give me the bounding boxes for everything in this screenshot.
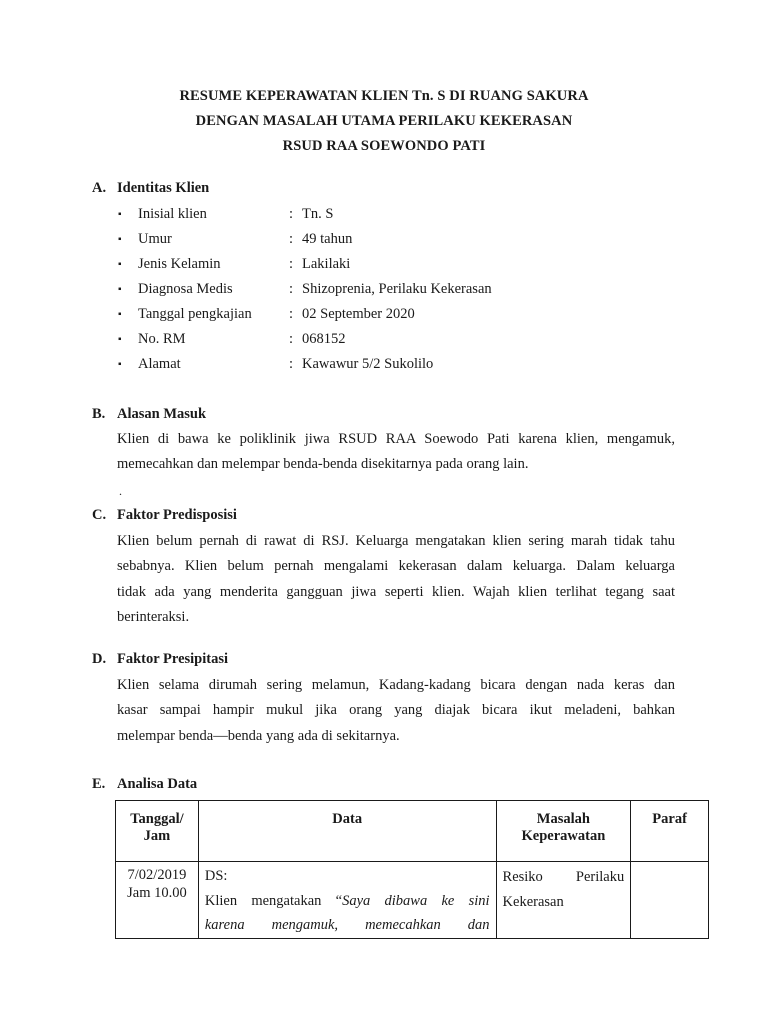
document-title-line-2: DENGAN MASALAH UTAMA PERILAKU KEKERASAN (195, 113, 573, 129)
identity-colon: : (289, 331, 294, 347)
header-tanggal-line2: Jam (143, 828, 171, 844)
cell-date: 7/02/2019 (127, 867, 187, 883)
section-b-label: B. (92, 406, 106, 422)
bullet-icon: ▪ (118, 359, 122, 370)
bullet-icon: ▪ (118, 209, 122, 220)
identity-value: 068152 (302, 331, 346, 347)
cell-tanggal (116, 862, 199, 939)
identity-colon: : (289, 281, 294, 297)
identity-key: Jenis Kelamin (138, 256, 221, 272)
bullet-icon: ▪ (118, 284, 122, 295)
identity-value: Tn. S (302, 206, 334, 222)
paragraph-line: melempar benda—benda yang ada di sekitarnya. (117, 727, 400, 744)
document-title-line-1: RESUME KEPERAWATAN KLIEN Tn. S DI RUANG SAKURA (179, 88, 589, 104)
header-masalah (496, 801, 631, 862)
identity-colon: : (289, 306, 294, 322)
paragraph-line: Klien selama dirumah sering melamun, Kadang-kadang bicara dengan nada keras dan (117, 677, 675, 693)
identity-value: 02 September 2020 (302, 306, 415, 322)
cell-data-prefix: Klien mengatakan “ (204, 892, 343, 909)
identity-row (0, 231, 768, 251)
section-c-paragraph (117, 529, 675, 630)
identity-colon: : (289, 206, 294, 222)
identity-row (0, 331, 768, 351)
cell-masalah-line1: Resiko Perilaku (502, 869, 625, 885)
paragraph-line: kasar sampai hampir mukul jika orang yang diajak bicara ikut meladeni, bahkan (117, 702, 675, 719)
section-c-heading (92, 507, 237, 524)
bullet-icon: ▪ (118, 234, 122, 245)
identity-row (0, 256, 768, 276)
analisa-data-table (115, 800, 709, 939)
bullet-icon: ▪ (118, 259, 122, 270)
identity-value: Lakilaki (302, 256, 351, 272)
section-e-title: Analisa Data (117, 776, 198, 792)
section-b-paragraph (117, 427, 675, 478)
stray-dot: . (119, 484, 122, 498)
header-masalah-line1: Masalah (536, 811, 590, 827)
cell-paraf (631, 862, 709, 939)
header-masalah-line2: Keperawatan (521, 828, 606, 844)
cell-data-quote-cont: karena mengamuk, memecahkan dan (204, 917, 490, 933)
section-d-title: Faktor Presipitasi (117, 651, 229, 667)
paragraph-line: Klien di bawa ke poliklinik jiwa RSUD RAA Soewodo Pati karena klien, mengamuk, (117, 431, 675, 447)
paragraph-line: sebabnya. Klien belum pernah mengalami kekerasan dalam keluarga. Dalam keluarga (117, 558, 675, 575)
paragraph-line: tidak ada yang menderita gangguan jiwa seperti klien. Wajah klien terlihat tegang saat (117, 583, 675, 600)
identity-row (0, 206, 768, 226)
cell-data-line2 (205, 913, 490, 938)
section-e-heading (92, 776, 197, 793)
identity-key: Diagnosa Medis (138, 281, 233, 297)
bullet-icon: ▪ (118, 334, 122, 345)
identity-row (0, 281, 768, 301)
cell-data-ds: DS: (204, 868, 228, 884)
identity-key: Umur (138, 231, 172, 247)
cell-masalah-line2: Kekerasan (502, 894, 564, 910)
paragraph-line: memecahkan dan melempar benda-benda disekitarnya pada orang lain. (117, 456, 529, 473)
section-d-label: D. (92, 651, 107, 667)
identity-key: Alamat (138, 356, 181, 372)
header-tanggal (116, 801, 199, 862)
bullet-icon: ▪ (118, 309, 122, 320)
identity-key: Inisial klien (138, 206, 207, 222)
identity-colon: : (289, 231, 294, 247)
header-data: Data (198, 801, 496, 862)
section-c-label: C. (92, 507, 107, 523)
section-d-paragraph (117, 673, 675, 749)
section-c-title: Faktor Predisposisi (117, 507, 237, 523)
identity-key: Tanggal pengkajian (138, 306, 252, 322)
cell-data-quote: Saya dibawa ke sini (342, 892, 490, 909)
section-b-title: Alasan Masuk (117, 406, 207, 422)
identity-colon: : (289, 256, 294, 272)
cell-time: Jam 10.00 (127, 885, 187, 901)
section-e-label: E. (92, 776, 106, 792)
identity-value: 49 tahun (302, 231, 353, 247)
section-b-heading (92, 406, 206, 423)
identity-value: Kawawur 5/2 Sukolilo (302, 356, 434, 372)
header-paraf: Paraf (631, 801, 709, 862)
identity-key: No. RM (138, 331, 186, 347)
section-a-label: A. (92, 180, 107, 196)
table-header-row (116, 801, 709, 862)
cell-masalah (496, 862, 631, 939)
document-title-line-3: RSUD RAA SOEWONDO PATI (282, 138, 486, 154)
section-d-heading (92, 651, 228, 668)
identity-row (0, 356, 768, 376)
identity-row (0, 306, 768, 326)
paragraph-line: Klien belum pernah di rawat di RSJ. Keluarga mengatakan klien sering marah tidak tahu (117, 533, 675, 549)
identity-value: Shizoprenia, Perilaku Kekerasan (302, 281, 492, 297)
table-row (116, 862, 709, 939)
section-a-title: Identitas Klien (117, 180, 210, 196)
header-tanggal-line1: Tanggal/ (130, 811, 184, 827)
section-a-heading (92, 180, 209, 197)
identity-colon: : (289, 356, 294, 372)
paragraph-line: berinteraksi. (117, 608, 190, 625)
cell-data (198, 862, 496, 939)
cell-data-line1 (205, 889, 490, 914)
